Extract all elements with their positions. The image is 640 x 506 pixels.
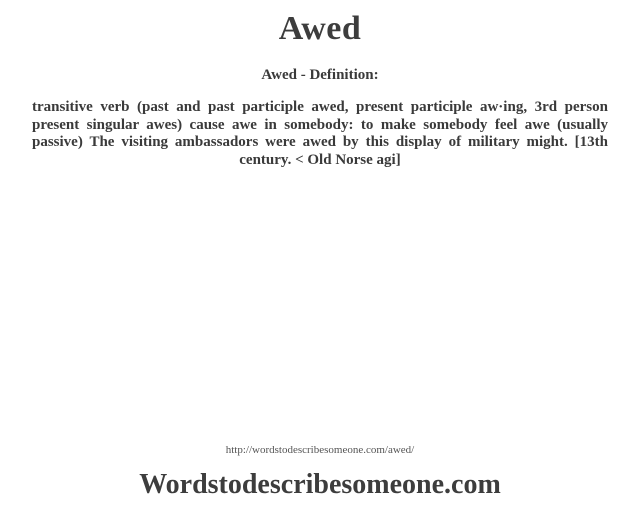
definition-text: transitive verb (past and past participle awed, present participle aw·ing, 3rd person present singular awes) cause awe in somebody: to make somebody feel awe (usually passive) The visiting ambassadors were awed by this display of military might. [13th century. < Old Norse agi] bbox=[32, 99, 608, 168]
site-brand-logo: Wordstodescribesomeone.com bbox=[139, 469, 501, 500]
definition-heading: Awed - Definition: bbox=[261, 67, 379, 83]
source-url-link[interactable]: http://wordstodescribesomeone.com/awed/ bbox=[225, 444, 415, 456]
page-title: Awed bbox=[278, 10, 362, 47]
